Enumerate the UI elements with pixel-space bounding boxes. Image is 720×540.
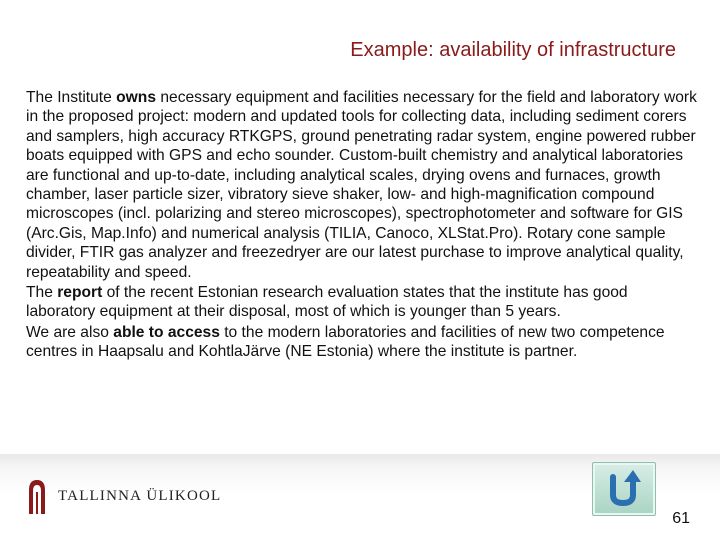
emphasis-report: report xyxy=(57,284,103,302)
paragraph-equipment xyxy=(26,88,698,282)
text-run: The xyxy=(26,284,58,302)
text-run: necessary equipment and facilities necessary for the field and laboratory work in the proposed project: modern and updated tools for collecting data, including sediment corers and samplers, high accuracy RTKGPS, ground penetrating radar system, engine powered rubber boats equipped with GPS and echo sounder. Custom-built chemistry and analytical laboratories are functional and up-to-date, including analytical scales, drying ovens and furnaces, growth chamber, laser particle sizer, vibratory sieve shaker, low- and high-magnification compound microscopes (incl. polarizing and stereo microscopes), spectrophotometer and software for GIS (Arc.Gis, Map.Info) and numerical analysis (TILIA, Canoco, XLStat.Pro). Rotary cone sample divider, FTIR gas analyzer and freezedryer are our latest purchase to improve analytical quality, repeatability and speed. xyxy=(26,89,697,281)
body-text xyxy=(26,88,698,363)
university-logo xyxy=(26,478,221,514)
back-button[interactable] xyxy=(592,462,656,516)
paragraph-access xyxy=(26,323,698,362)
emphasis-owns: owns xyxy=(116,89,157,106)
university-emblem-icon xyxy=(26,478,48,514)
logo-text: TALLINNA ÜLIKOOL xyxy=(58,487,222,504)
return-arrow-icon xyxy=(607,467,641,512)
slide-title: Example: availability of infrastructure xyxy=(350,39,676,61)
text-run: of the recent Estonian research evaluation states that the institute has good laboratory equipment at their disposal, most of which is younger than 5 years. xyxy=(26,284,628,321)
page-number: 61 xyxy=(672,510,690,527)
text-run: We are also xyxy=(26,323,114,341)
text-run: to the modern laboratories and facilities of new two competence centres in Haapsalu and KohtlaJärve (NE Estonia) where the institute is partner. xyxy=(26,323,665,361)
paragraph-report xyxy=(26,283,698,322)
text-run: The Institute xyxy=(26,89,117,106)
emphasis-access: able to access xyxy=(113,323,220,341)
